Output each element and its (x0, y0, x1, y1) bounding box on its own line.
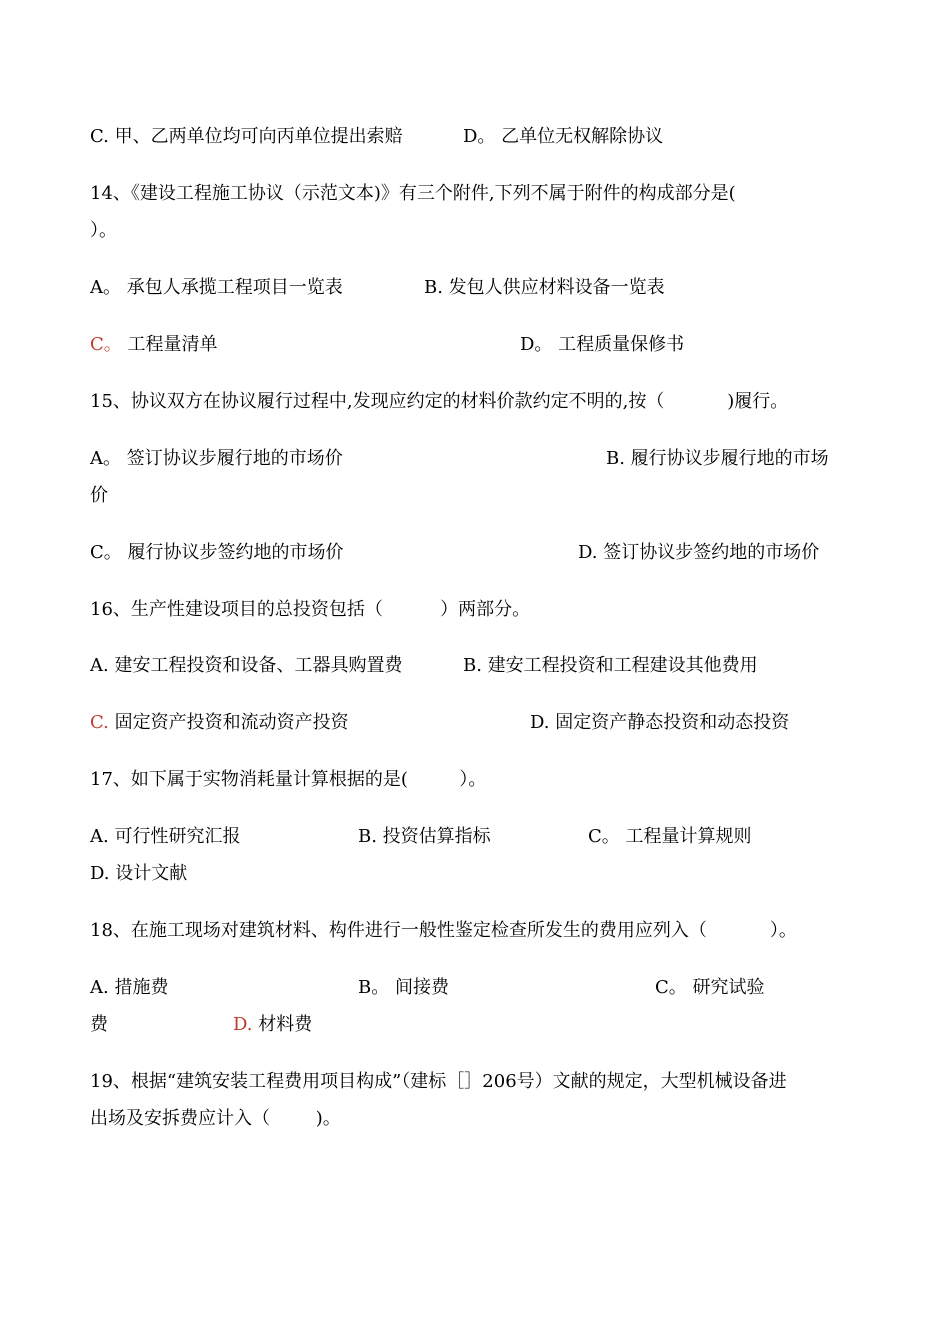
option-c: C。 工程量计算规则 (588, 826, 752, 847)
option-a: A. 措施费 (90, 977, 169, 998)
option-b: B. 履行协议步履行地的市场 (606, 448, 829, 469)
option-d: D。 乙单位无权解除协议 (463, 126, 664, 147)
option-b-wrap: 价 (90, 485, 108, 506)
option-a: A。 签订协议步履行地的市场价 (90, 448, 343, 469)
option-c (90, 333, 218, 357)
option-c-text: 固定资产投资和流动资产投资 (108, 712, 349, 733)
question-14-stem-cont: ）。 (90, 220, 117, 241)
question-16-stem: 16、生产性建设项目的总投资包括（ ）两部分。 (90, 599, 531, 620)
option-c: C。 研究试验 (655, 977, 765, 998)
option-c-text: 工程量清单 (121, 334, 218, 355)
option-d: D. 固定资产静态投资和动态投资 (530, 712, 790, 733)
question-15-stem: 15、协议双方在协议履行过程中,发现应约定的材料价款约定不明的,按（ )履行。 (90, 391, 789, 412)
option-a: A. 建安工程投资和设备、工器具购置费 (90, 655, 403, 676)
option-b: B. 投资估算指标 (358, 826, 491, 847)
option-c-wrap: 费 (90, 1014, 108, 1035)
option-a: A。 承包人承揽工程项目一览表 (90, 277, 343, 298)
option-c: C. 甲、乙两单位均可向丙单位提出索赔 (90, 126, 403, 147)
option-a: A. 可行性研究汇报 (90, 826, 241, 847)
question-17-stem: 17、如下属于实物消耗量计算根据的是( ）。 (90, 769, 487, 790)
answer-marker: D. (233, 1014, 253, 1035)
option-b: B. 建安工程投资和工程建设其他费用 (463, 655, 758, 676)
question-14-stem: 14、《建设工程施工协议（示范文本)》有三个附件,下列不属于附件的构成部分是( (90, 183, 736, 204)
option-c (90, 711, 349, 735)
answer-marker: C。 (90, 334, 122, 355)
question-18-stem: 18、在施工现场对建筑材料、构件进行一般性鉴定检查所发生的费用应列入（ ）。 (90, 920, 797, 941)
option-b: B. 发包人供应材料设备一览表 (424, 277, 665, 298)
option-d: D。 工程质量保修书 (520, 334, 685, 355)
option-d-text: 材料费 (252, 1014, 313, 1035)
answer-marker: C. (90, 712, 109, 733)
option-c: C。 履行协议步签约地的市场价 (90, 542, 344, 563)
option-d: D. 签订协议步签约地的市场价 (578, 542, 820, 563)
question-19-stem-cont: 出场及安拆费应计入（ )。 (90, 1108, 341, 1129)
question-19-stem: 19、根据“建筑安装工程费用项目构成”（建标［］206号）文献的规定，大型机械设备进 (90, 1071, 787, 1092)
option-d: D. 设计文献 (90, 863, 188, 884)
option-d (233, 1013, 312, 1037)
option-b: B。 间接费 (358, 977, 449, 998)
